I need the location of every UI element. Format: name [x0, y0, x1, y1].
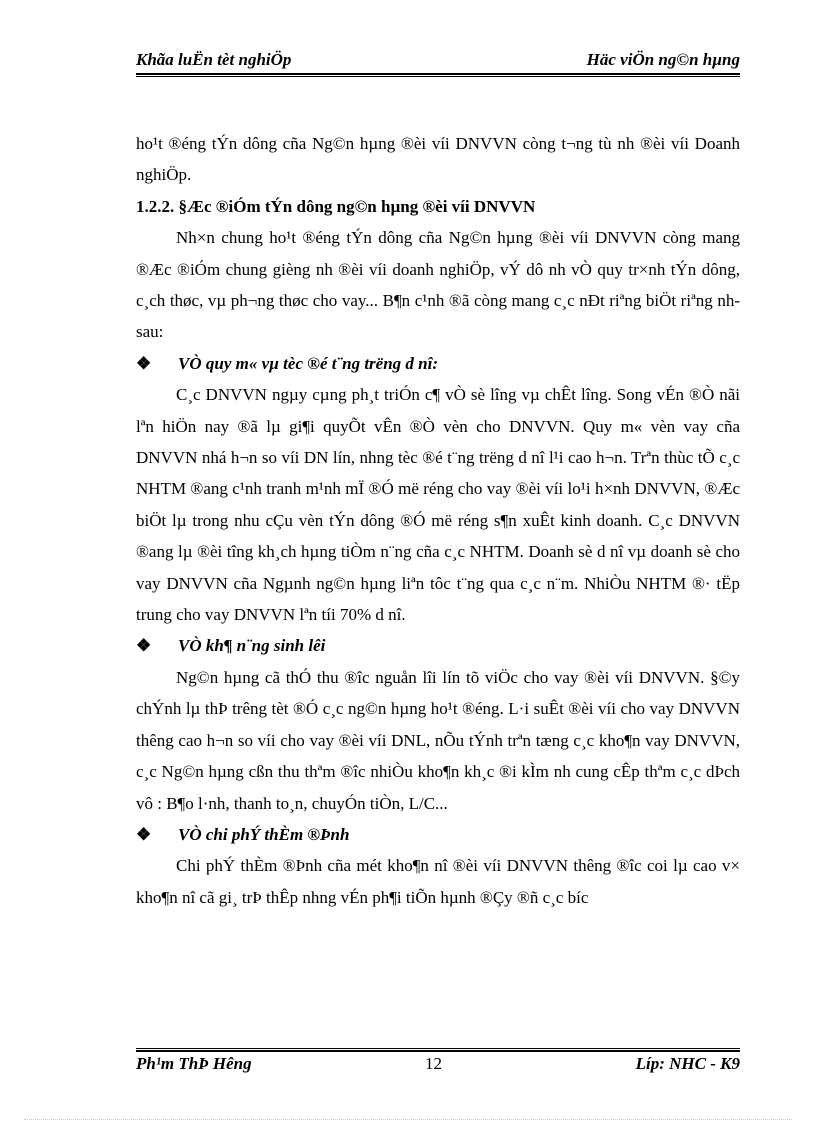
diamond-bullet-icon: ❖ — [136, 824, 152, 844]
diamond-bullet-icon: ❖ — [136, 636, 152, 656]
bullet-profitability-label: VÒ kh¶ n¨ng sinh lêi — [178, 636, 326, 656]
paragraph-appraisal-cost: Chi phÝ thÈm ®Þnh cña mét kho¶n nî ®èi víi DNVVN thêng ®îc coi lµ cao v× kho¶n nî cã gi¸ trÞ thÊp nhng vÉn ph¶i tiÕn hµnh ®Çy ®ñ c¸c bíc — [136, 856, 740, 907]
page-body — [136, 128, 740, 913]
header-thesis-title: Khãa luËn tèt nghiÖp — [136, 50, 292, 69]
diamond-bullet-icon: ❖ — [136, 353, 152, 373]
paragraph-profitability: Ng©n hµng cã thÓ thu ®îc nguån lîi lín tõ viÖc cho vay ®èi víi DNVVN. §©y chÝnh lµ thÞ trêng tèt ®Ó c¸c ng©n hµng ho¹t ®éng. L·i suÊt ®èi víi cho vay DNVVN thêng cao h¬n so víi cho vay ®èi víi DNL, nÕu tÝnh trªn tæng c¸c kho¶n vay DNVVN, c¸c Ng©n hµng cßn thu thªm ®îc nhiÒu kho¶n kh¸c ®i kÌm nh cung cÊp thªm c¸c dÞch vô : B¶o l·nh, thanh to¸n, chuyÓn tiÒn, L/C... — [136, 667, 740, 813]
bullet-appraisal-cost-label: VÒ chi phÝ thÈm ®Þnh — [178, 824, 350, 844]
section-heading: 1.2.2. §Æc ®iÓm tÝn dông ng©n hµng ®èi víi DNVVN — [136, 196, 536, 216]
footer-author: Ph¹m ThÞ Hêng — [136, 1054, 252, 1073]
footer-rule-thick — [136, 1050, 740, 1052]
header-rule-thin — [136, 76, 740, 77]
bullet-scale-growth — [136, 348, 740, 379]
footer-rule-thin — [136, 1048, 740, 1049]
bullet-scale-growth-label: VÒ quy m« vµ tèc ®é t¨ng trëng d nî: — [178, 353, 439, 373]
paragraph-scale-growth: C¸c DNVVN ngµy cµng ph¸t triÓn c¶ vÒ sè lîng vµ chÊt lîng. Song vÉn ®Ò nãi lªn hiÖn nay ®ã lµ gi¶i quyÕt vÊn ®Ò vèn cho DNVVN. Quy m« vèn vay cña DNVVN nhá h¬n so víi DN lín, nhng tèc ®é t¨ng trëng d nî l¹i cao h¬n. Trªn thùc tÕ c¸c NHTM ®ang c¹nh tranh m¹nh mÏ ®Ó më réng cho vay ®èi víi lo¹i h×nh DNVVN, ®Æc biÖt lµ trong nhu cÇu vèn tÝn dông ®Ó më réng s¶n xuÊt kinh doanh. C¸c DNVVN ®ang lµ ®èi tîng kh¸ch hµng tiÒm n¨ng cña c¸c NHTM. Doanh sè d nî vµ doanh sè cho vay DNVVN cña Ngµnh ng©n hµng liªn tôc t¨ng qua c¸c n¨m. NhiÒu NHTM ®· tËp trung cho vay DNVVN lªn tíi 70% d nî. — [136, 385, 740, 625]
footer-class: Líp: NHC - K9 — [635, 1054, 740, 1073]
page-footer — [136, 1054, 740, 1078]
header-rule-thick — [136, 73, 740, 75]
header-academy-name: Häc viÖn ng©n hµng — [586, 50, 740, 69]
page-number: 12 — [425, 1054, 442, 1073]
bullet-appraisal-cost — [136, 819, 740, 850]
page-header — [136, 50, 740, 74]
page-bottom-border — [24, 1119, 792, 1120]
paragraph-intro: ho¹t ®éng tÝn dông cña Ng©n hµng ®èi víi DNVVN còng t¬ng tù nh ®èi víi Doanh nghiÖp. — [136, 134, 740, 185]
paragraph-overview: Nh×n chung ho¹t ®éng tÝn dông cña Ng©n hµng ®èi víi DNVVN còng mang ®Æc ®iÓm chung gièng nh ®èi víi doanh nghiÖp, vÝ dô nh vÒ quy tr×nh tÝn dông, c¸ch thøc, vµ ph¬ng thøc cho vay... B¶n c¹nh ®ã còng mang c¸c nÐt riªng biÖt riªng nh sau: — [136, 228, 740, 342]
bullet-profitability — [136, 630, 740, 661]
